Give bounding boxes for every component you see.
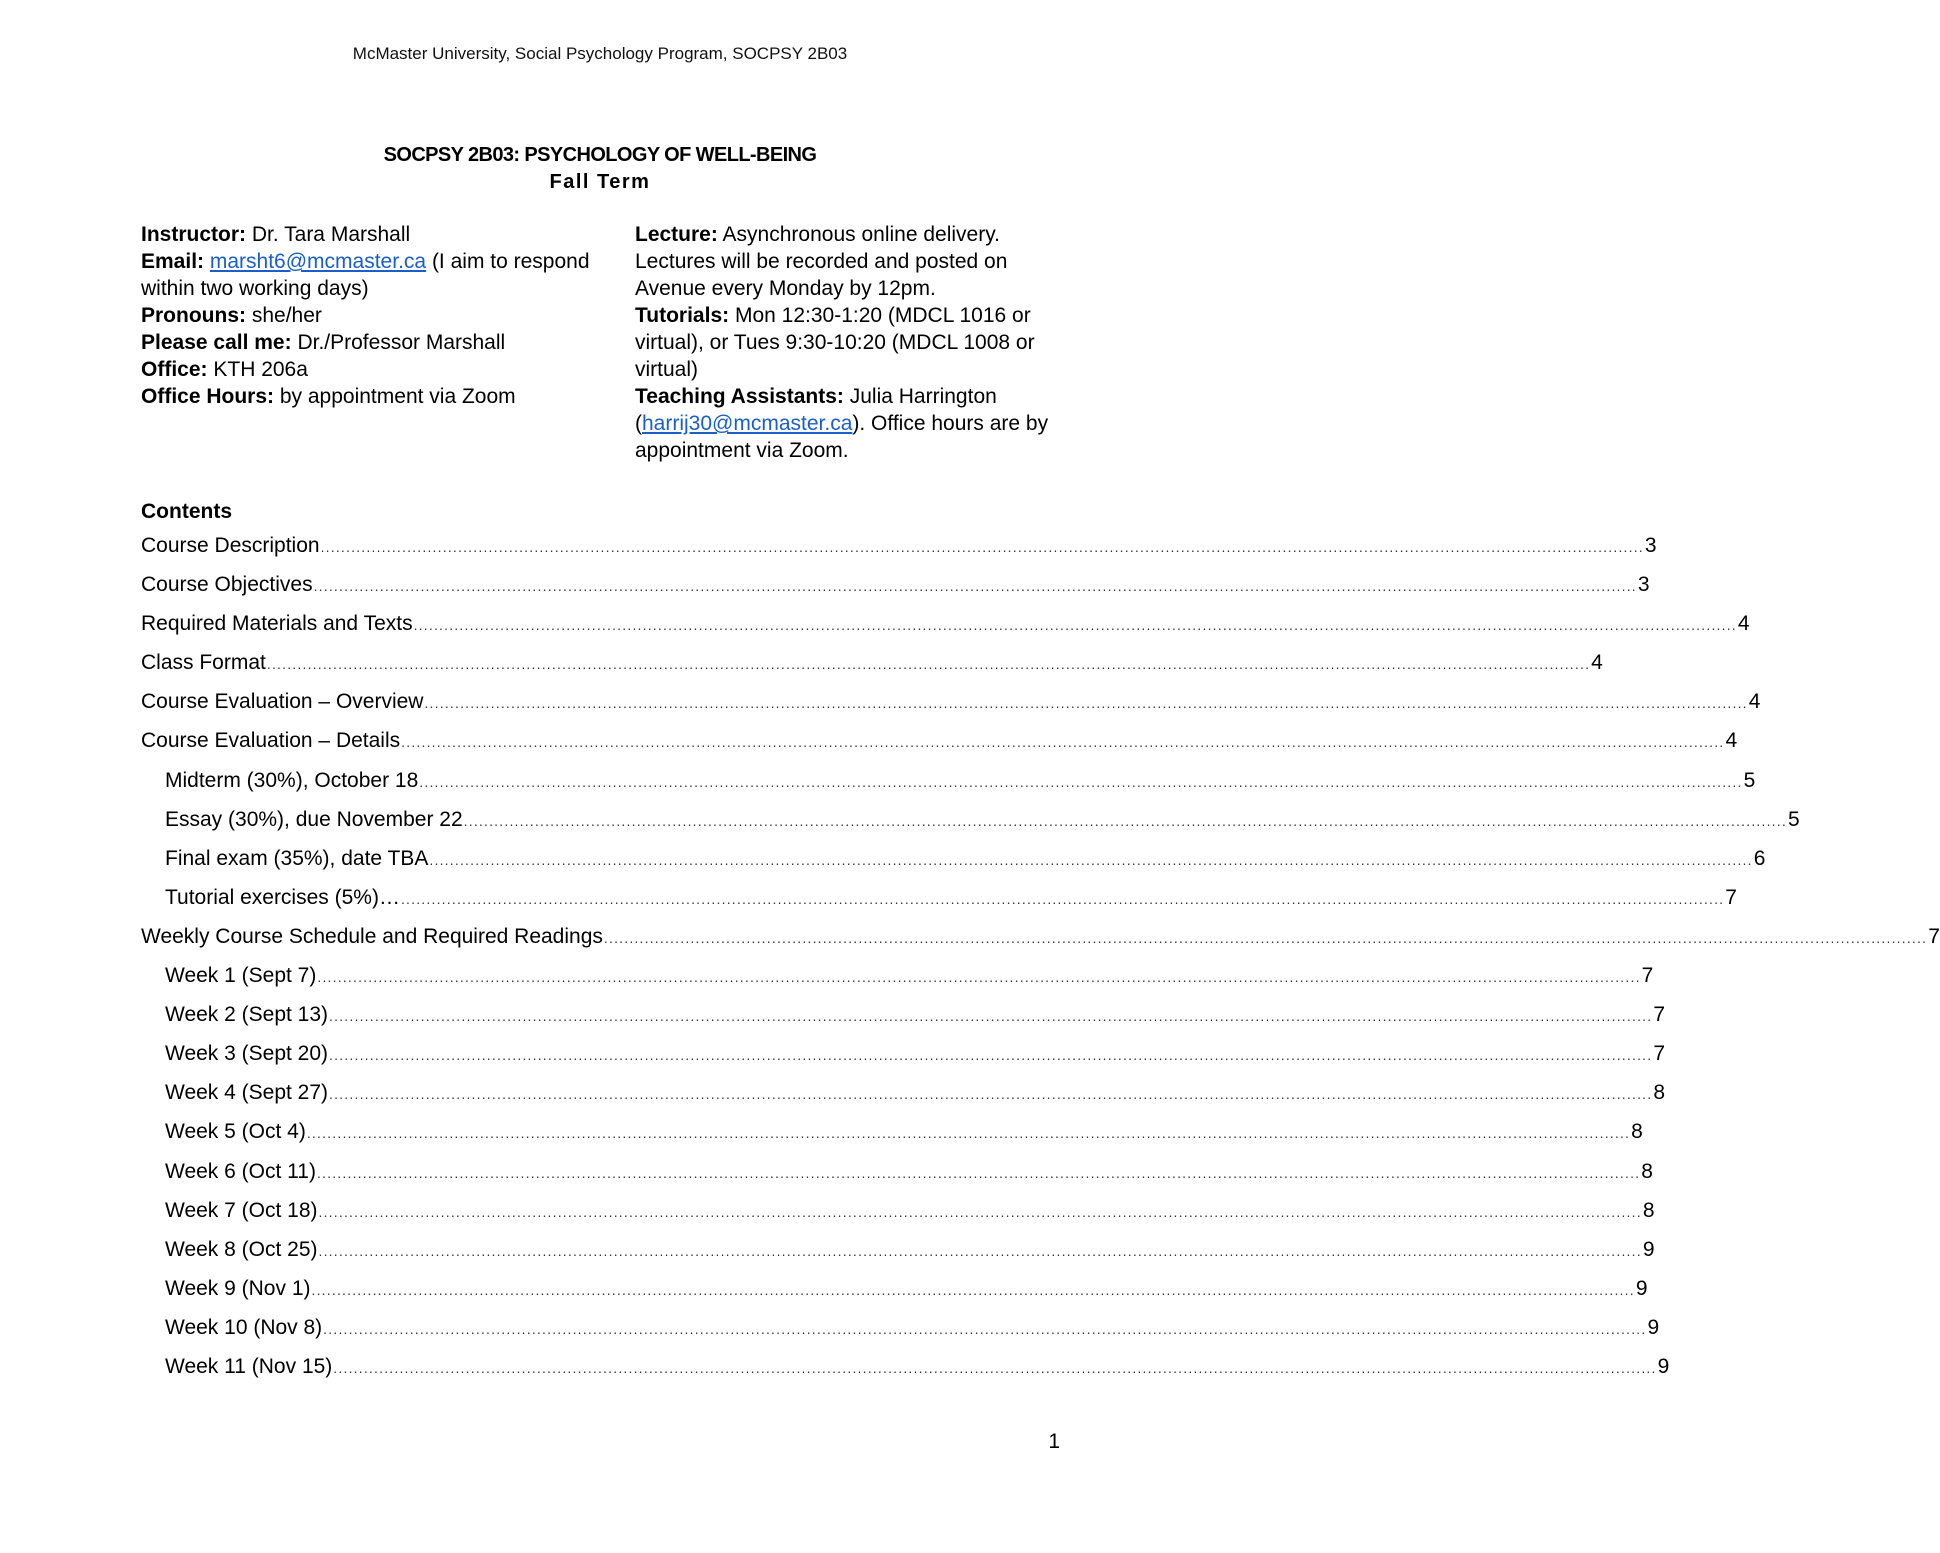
instructor-label: Instructor: <box>141 223 246 246</box>
toc-entry-page: 4 <box>1725 729 1738 753</box>
toc-entry-label: Tutorial exercises (5%)… <box>165 885 400 909</box>
tutorials-value: Mon 12:30-1:20 (MDCL 1016 or virtual), or Tues 9:30-10:20 (MDCL 1008 or virtual) <box>635 304 1035 381</box>
toc-entry-page: 7 <box>1641 964 1654 988</box>
office-hours-label: Office Hours: <box>141 385 275 408</box>
toc-dot-leader: .................................................................................................................................................................................................................................................................... <box>603 929 1928 946</box>
office-line <box>141 356 601 383</box>
toc-entry-label: Week 7 (Oct 18) <box>165 1198 318 1222</box>
toc-dot-leader: .................................................................................................................................................................................................................................................................... <box>463 812 1787 829</box>
toc-dot-leader: .................................................................................................................................................................................................................................................................... <box>329 1008 1653 1025</box>
tutorials-line <box>635 302 1075 383</box>
ta-note: ). Office hours are by appointment via Zoom. <box>635 412 1049 462</box>
toc-entry-page: 9 <box>1642 1237 1655 1261</box>
pronouns-value: she/her <box>251 304 322 327</box>
ta-email-link[interactable]: harrij30@mcmaster.ca <box>642 412 853 435</box>
toc-entry-label: Week 3 (Sept 20) <box>165 1042 329 1066</box>
toc-entry-label: Course Evaluation – Overview <box>141 690 424 714</box>
office-value: KTH 206a <box>213 358 308 381</box>
toc-entry-page: 6 <box>1753 846 1766 870</box>
call-me-value: Dr./Professor Marshall <box>297 331 506 354</box>
term-title: Fall Term <box>549 171 651 193</box>
lecture-label: Lecture: <box>635 223 718 246</box>
page-number: 1 <box>1048 1430 1060 1453</box>
toc-entry[interactable] <box>141 610 1750 649</box>
toc-entry-label: Class Format <box>141 651 266 675</box>
toc-entry[interactable] <box>141 1314 1660 1353</box>
toc-entry[interactable] <box>141 571 1650 610</box>
pronouns-label: Pronouns: <box>141 304 246 327</box>
lecture-line <box>635 221 1075 302</box>
toc-entry-label: Week 5 (Oct 4) <box>165 1120 306 1144</box>
toc-entry-page: 8 <box>1642 1198 1655 1222</box>
toc-entry[interactable] <box>141 1158 1653 1197</box>
toc-entry-label: Midterm (30%), October 18 <box>165 768 419 792</box>
toc-dot-leader: .................................................................................................................................................................................................................................................................... <box>419 773 1743 790</box>
call-me-label: Please call me: <box>141 331 292 354</box>
toc-entry-page: 7 <box>1653 1003 1666 1027</box>
office-hours-value: by appointment via Zoom <box>279 385 516 408</box>
toc-entry[interactable] <box>141 1079 1666 1118</box>
toc-dot-leader: .................................................................................................................................................................................................................................................................... <box>333 1359 1657 1376</box>
toc-entry[interactable] <box>141 727 1738 766</box>
toc-entry[interactable] <box>141 1197 1655 1236</box>
toc-entry-label: Week 11 (Nov 15) <box>165 1354 333 1378</box>
toc-entry[interactable] <box>141 1275 1648 1314</box>
ta-label: Teaching Assistants: <box>635 385 844 408</box>
toc-entry-label: Required Materials and Texts <box>141 612 413 636</box>
email-label: Email: <box>141 250 205 273</box>
toc-dot-leader: .................................................................................................................................................................................................................................................................... <box>320 539 1644 555</box>
toc-entry-page: 7 <box>1653 1042 1666 1066</box>
toc-entry-page: 4 <box>1748 690 1761 714</box>
toc-dot-leader: .................................................................................................................................................................................................................................................................... <box>318 1203 1642 1220</box>
toc-dot-leader: .................................................................................................................................................................................................................................................................... <box>316 1164 1641 1181</box>
toc-entry-label: Course Evaluation – Details <box>141 729 401 753</box>
toc-entry-label: Week 10 (Nov 8) <box>165 1315 323 1339</box>
toc-entry-page: 7 <box>1725 885 1737 909</box>
contents-heading: Contents <box>141 500 232 523</box>
toc-dot-leader: .................................................................................................................................................................................................................................................................... <box>400 890 1725 907</box>
toc-entry-page: 9 <box>1635 1276 1648 1300</box>
toc-entry-label: Essay (30%), due November 22 <box>165 807 463 831</box>
course-title: SOCPSY 2B03: PSYCHOLOGY OF WELL-BEING <box>383 144 817 166</box>
toc-entry-page: 9 <box>1647 1315 1660 1339</box>
tutorials-label: Tutorials: <box>635 304 730 327</box>
toc-entry[interactable] <box>141 884 1737 923</box>
ta-open-paren: ( <box>635 412 642 435</box>
toc-entry-page: 4 <box>1737 612 1750 636</box>
toc-entry-label: Week 1 (Sept 7) <box>165 964 317 988</box>
toc-entry-page: 7 <box>1928 924 1940 948</box>
ta-line <box>635 383 1075 464</box>
toc-dot-leader: .................................................................................................................................................................................................................................................................... <box>311 1281 1635 1298</box>
toc-entry-label: Course Objectives <box>141 573 313 597</box>
toc-entry[interactable] <box>141 1236 1655 1275</box>
toc-dot-leader: .................................................................................................................................................................................................................................................................... <box>318 1242 1642 1259</box>
toc-entry-label: Week 2 (Sept 13) <box>165 1003 329 1027</box>
toc-dot-leader: .................................................................................................................................................................................................................................................................... <box>413 617 1737 634</box>
toc-dot-leader: .................................................................................................................................................................................................................................................................... <box>317 969 1641 986</box>
toc-dot-leader: .................................................................................................................................................................................................................................................................... <box>313 578 1637 595</box>
toc-dot-leader: .................................................................................................................................................................................................................................................................... <box>329 1047 1653 1064</box>
toc-entry[interactable] <box>141 1001 1666 1040</box>
instructor-email-link[interactable]: marsht6@mcmaster.ca <box>209 250 427 273</box>
toc-dot-leader: .................................................................................................................................................................................................................................................................... <box>329 1086 1653 1103</box>
instructor-value: Dr. Tara Marshall <box>251 223 411 246</box>
running-header: McMaster University, Social Psychology Program, SOCPSY 2B03 <box>352 44 848 63</box>
toc-entry-label: Weekly Course Schedule and Required Readings <box>141 924 603 948</box>
office-hours-line <box>141 383 601 410</box>
toc-entry-page: 5 <box>1743 768 1756 792</box>
toc-entry-label: Week 6 (Oct 11) <box>165 1159 316 1183</box>
toc-entry[interactable] <box>141 1353 1670 1392</box>
toc-entry-page: 5 <box>1787 807 1800 831</box>
toc-entry-label: Week 8 (Oct 25) <box>165 1237 318 1261</box>
toc-dot-leader: .................................................................................................................................................................................................................................................................... <box>424 695 1748 712</box>
toc-entry[interactable] <box>141 962 1654 1001</box>
pronouns-line <box>141 302 601 329</box>
toc-dot-leader: .................................................................................................................................................................................................................................................................... <box>306 1125 1631 1142</box>
toc-dot-leader: .................................................................................................................................................................................................................................................................... <box>266 656 1591 673</box>
toc-entry-page: 4 <box>1591 651 1603 675</box>
toc-entry[interactable] <box>141 532 1657 571</box>
call-me-line <box>141 329 601 356</box>
table-of-contents <box>141 532 1940 1392</box>
toc-entry-page: 8 <box>1641 1159 1653 1183</box>
ta-value: Julia Harrington <box>849 385 997 408</box>
email-line <box>141 248 601 302</box>
email-note: (I aim to respond within two working days) <box>141 250 590 300</box>
toc-dot-leader: .................................................................................................................................................................................................................................................................... <box>323 1320 1647 1337</box>
toc-entry-label: Week 9 (Nov 1) <box>165 1276 311 1300</box>
instructor-line <box>141 221 601 248</box>
lecture-value: Asynchronous online delivery. Lectures will be recorded and posted on Avenue every Monday by 12pm. <box>635 223 1008 300</box>
toc-entry[interactable] <box>141 767 1756 806</box>
instructor-info <box>141 221 601 410</box>
toc-entry-page: 3 <box>1644 534 1657 557</box>
toc-entry[interactable] <box>141 688 1761 727</box>
toc-entry[interactable] <box>141 806 1800 845</box>
toc-entry-page: 3 <box>1637 573 1650 597</box>
toc-entry-page: 8 <box>1631 1120 1643 1144</box>
toc-entry[interactable] <box>141 845 1766 884</box>
title-block <box>0 142 1200 196</box>
toc-entry[interactable] <box>141 1040 1666 1079</box>
toc-entry-page: 8 <box>1653 1081 1666 1105</box>
toc-entry[interactable] <box>141 1118 1643 1157</box>
course-logistics <box>635 221 1075 464</box>
toc-entry[interactable] <box>141 649 1603 688</box>
toc-dot-leader: .................................................................................................................................................................................................................................................................... <box>429 851 1753 868</box>
toc-entry[interactable] <box>141 923 1940 962</box>
toc-entry-page: 9 <box>1657 1354 1670 1378</box>
toc-entry-label: Final exam (35%), date TBA <box>165 846 429 870</box>
office-label: Office: <box>141 358 208 381</box>
toc-entry-label: Week 4 (Sept 27) <box>165 1081 329 1105</box>
toc-entry-label: Course Description <box>141 534 320 557</box>
toc-dot-leader: .................................................................................................................................................................................................................................................................... <box>401 734 1725 751</box>
